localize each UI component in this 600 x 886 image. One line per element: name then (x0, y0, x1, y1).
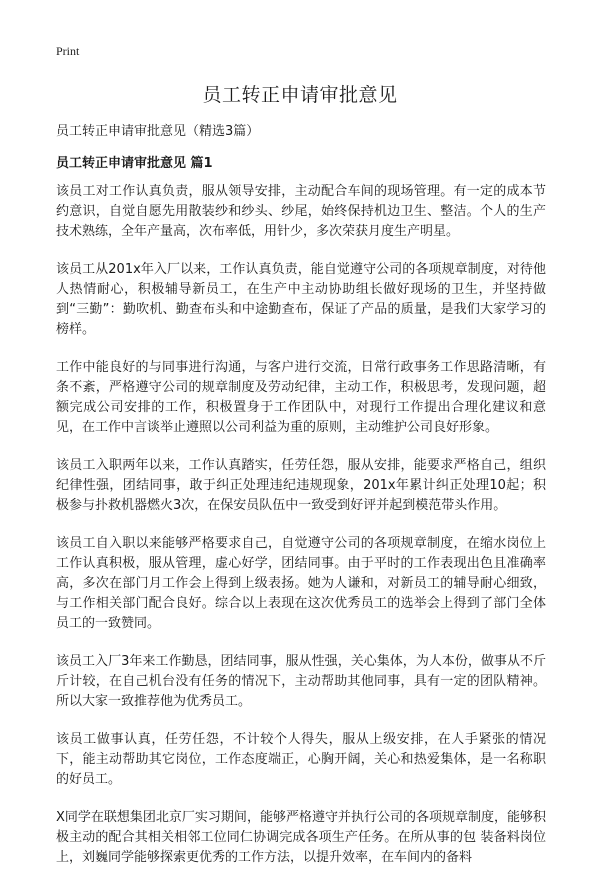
paragraph: 该员工入厂3年来工作勤恳，团结同事，服从性强，关心集体，为人本份，做事从不斤斤计较，在自己机台没有任务的情况下，主动帮助其他同事，具有一定的团队精神。所以大家一致推荐他为优秀员工。 (56, 654, 546, 709)
paragraph: 该员工从201x年入厂以来，工作认真负责，能自觉遵守公司的各项规章制度，对待他人热情耐心，积极辅导新员工，在生产中主动协助组长做好现场的卫生，并坚持做到“三勤”：勤吹机、勤查布头和中途勤查布，保证了产品的质量，是我们大家学习的榜样。 (56, 262, 546, 337)
paragraph: 该员工做事认真，任劳任怨，不计较个人得失，服从上级安排，在人手紧张的情况下，能主动帮助其它岗位，工作态度端正，心胸开阔，关心和热爱集体，是一名称职的好员工。 (56, 732, 546, 787)
paragraph: X同学在联想集团北京厂实习期间，能够严格遵守并执行公司的各项规章制度，能够积极主动的配合其相关相邻工位同仁协调完成各项生产任务。在所从事的包 装备料岗位上，刘巍同学能够探索更优秀的工作方法，以提升效率，在车间内的备料 (56, 810, 546, 865)
document-title: 员工转正申请审批意见 (202, 84, 398, 106)
document-body (56, 182, 546, 886)
paragraph: 工作中能良好的与同事进行沟通，与客户进行交流，日常行政事务工作思路清晰，有条不紊，严格遵守公司的规章制度及劳动纪律，主动工作，积极思考，发现问题，超额完成公司安排的工作，积极置身于工作团队中，对现行工作提出合理化建议和意见，在工作中言谈举止遵照以公司利益为重的原则，主动维护公司良好形象。 (56, 360, 546, 435)
print-link[interactable]: Print (56, 44, 80, 58)
paragraph: 该员工入职两年以来，工作认真踏实，任劳任怨，服从安排，能要求严格自己，组织纪律性强，团结同事，敢于纠正处理违纪违规现象，201x年累计纠正处理10起；积极参与扑救机器燃火3次，在保安员队伍中一致受到好评并起到模范带头作用。 (56, 458, 546, 513)
section-heading: 员工转正申请审批意见 篇1 (56, 156, 213, 171)
paragraph: 该员工对工作认真负责，服从领导安排，主动配合车间的现场管理。有一定的成本节约意识，自觉自愿先用散装纱和纱头、纱尾，始终保持机边卫生、整洁。个人的生产技术熟练，全年产量高，次布率低，用针少，多次荣获月度生产明星。 (56, 184, 546, 239)
paragraph: 该员工自入职以来能够严格要求自己，自觉遵守公司的各项规章制度，在缩水岗位上工作认真积极，服从管理，虚心好学，团结同事。由于平时的工作表现出色且准确率高，多次在部门月工作会上得到上级表扬。她为人谦和，对新员工的辅导耐心细致，与工作相关部门配合良好。综合以上表现在这次优秀员工的选举会上得到了部门全体员工的一致赞同。 (56, 536, 546, 631)
document-subtitle: 员工转正申请审批意见（精选3篇） (56, 124, 260, 139)
